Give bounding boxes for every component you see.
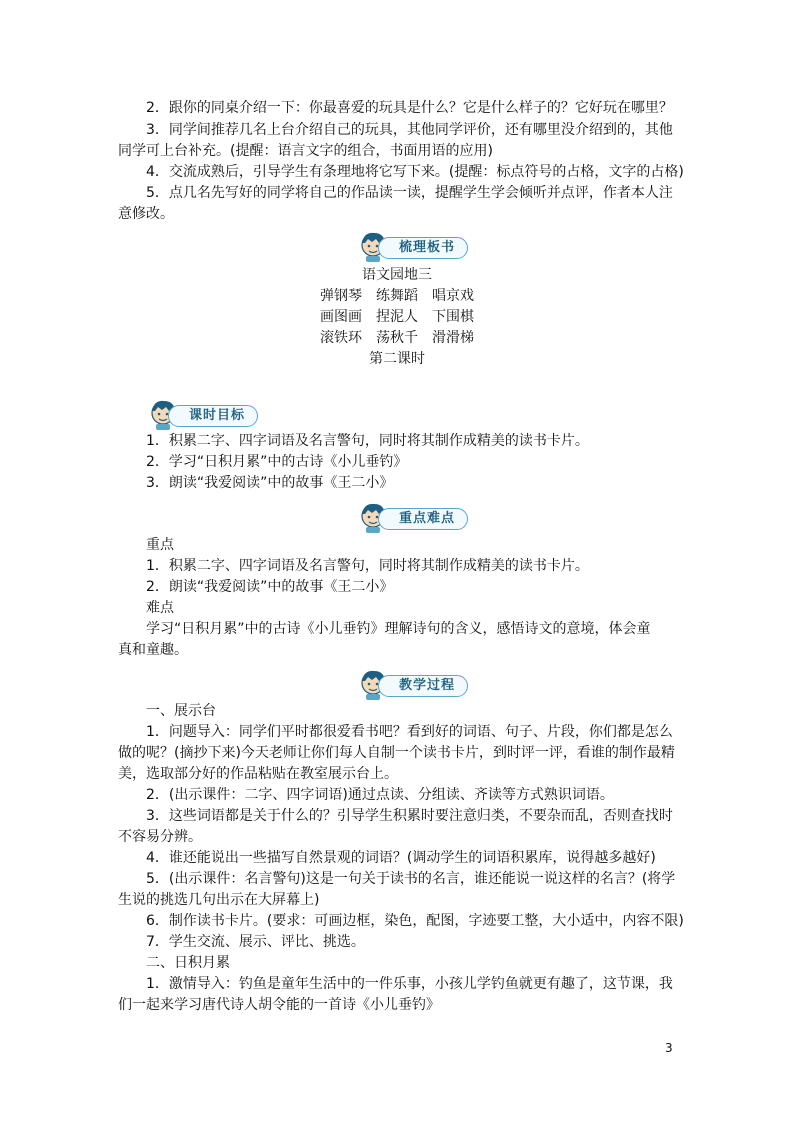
process-line: 们一起来学习唐代诗人胡令能的一首诗《小儿垂钓》	[118, 997, 440, 1013]
key-item: 1．积累二字、四字词语及名言警句，同时将其制作成精美的读书卡片。	[146, 558, 589, 574]
goal-item: 1．积累二字、四字词语及名言警句，同时将其制作成精美的读书卡片。	[146, 433, 589, 449]
board-row: 滚铁环 荡秋千 滑滑梯	[320, 330, 474, 346]
process-heading: 二、日积月累	[146, 955, 230, 971]
banner-label: 重点难点	[378, 508, 468, 530]
goal-item: 2．学习“日积月累”中的古诗《小儿垂钓》	[146, 454, 408, 470]
paragraph-line: 4．交流成熟后，引导学生有条理地将它写下来。(提醒：标点符号的占格，文字的占格)	[146, 164, 684, 180]
session-title: 第二课时	[369, 351, 425, 367]
paragraph-line: 3．同学间推荐几名上台介绍自己的玩具，其他同学评价，还有哪里没介绍到的，其他	[146, 122, 673, 138]
difficulty-item: 学习“日积月累”中的古诗《小儿垂钓》理解诗句的含义，感悟诗文的意境，体会童	[146, 621, 651, 637]
banner-label: 课时目标	[168, 405, 258, 427]
process-line: 生说的挑选几句出示在大屏幕上)	[118, 892, 320, 908]
process-line: 3．这些词语都是关于什么的？引导学生积累时要注意归类，不要杂而乱，否则查找时	[146, 808, 673, 824]
difficulty-heading: 难点	[146, 600, 174, 616]
process-line: 5．(出示课件：名言警句)这是一句关于读书的名言，谁还能说一说这样的名言？(将学	[146, 871, 676, 887]
key-item: 2．朗读“我爱阅读”中的故事《王二小》	[146, 579, 394, 595]
difficulty-item: 真和童趣。	[118, 642, 188, 658]
process-line: 6．制作读书卡片。(要求：可画边框，染色，配图，字迹要工整，大小适中，内容不限)	[146, 913, 684, 929]
paragraph-line: 5．点几名先写好的同学将自己的作品读一读，提醒学生学会倾听并点评，作者本人注	[146, 185, 673, 201]
board-title: 语文园地三	[362, 267, 432, 283]
section-banner-board	[356, 229, 476, 263]
process-line: 美，选取部分好的作品粘贴在教室展示台上。	[118, 766, 398, 782]
board-row: 弹钢琴 练舞蹈 唱京戏	[320, 288, 474, 304]
banner-label: 梳理板书	[378, 237, 468, 259]
process-heading: 一、展示台	[146, 703, 216, 719]
paragraph-line: 同学可上台补充。(提醒：语言文字的组合，书面用语的应用)	[118, 143, 493, 159]
process-line: 2．(出示课件：二字、四字词语)通过点读、分组读、齐读等方式熟识词语。	[146, 787, 614, 803]
paragraph-line: 意修改。	[118, 206, 174, 222]
goal-item: 3．朗读“我爱阅读”中的故事《王二小》	[146, 475, 394, 491]
process-line: 4．谁还能说出一些描写自然景观的词语？(调动学生的词语积累库，说得越多越好)	[146, 850, 656, 866]
process-line: 1．问题导入：同学们平时都很爱看书吧？看到好的词语、句子、片段，你们都是怎么	[146, 724, 673, 740]
board-row: 画图画 捏泥人 下围棋	[320, 309, 474, 325]
banner-label: 教学过程	[378, 675, 468, 697]
process-line: 不容易分辨。	[118, 829, 202, 845]
process-line: 1．激情导入：钓鱼是童年生活中的一件乐事，小孩儿学钓鱼就更有趣了，这节课，我	[146, 976, 673, 992]
section-banner-process	[356, 667, 476, 701]
process-line: 7．学生交流、展示、评比、挑选。	[146, 934, 365, 950]
section-banner-key	[356, 500, 476, 534]
paragraph-line: 2．跟你的同桌介绍一下：你最喜爱的玩具是什么？它是什么样子的？它好玩在哪里？	[146, 100, 673, 116]
section-banner-goals	[146, 397, 266, 431]
process-line: 做的呢？(摘抄下来)今天老师让你们每人自制一个读书卡片，到时评一评，看谁的制作最精	[118, 745, 675, 761]
page-number: 3	[665, 1041, 673, 1055]
key-heading: 重点	[146, 537, 174, 553]
